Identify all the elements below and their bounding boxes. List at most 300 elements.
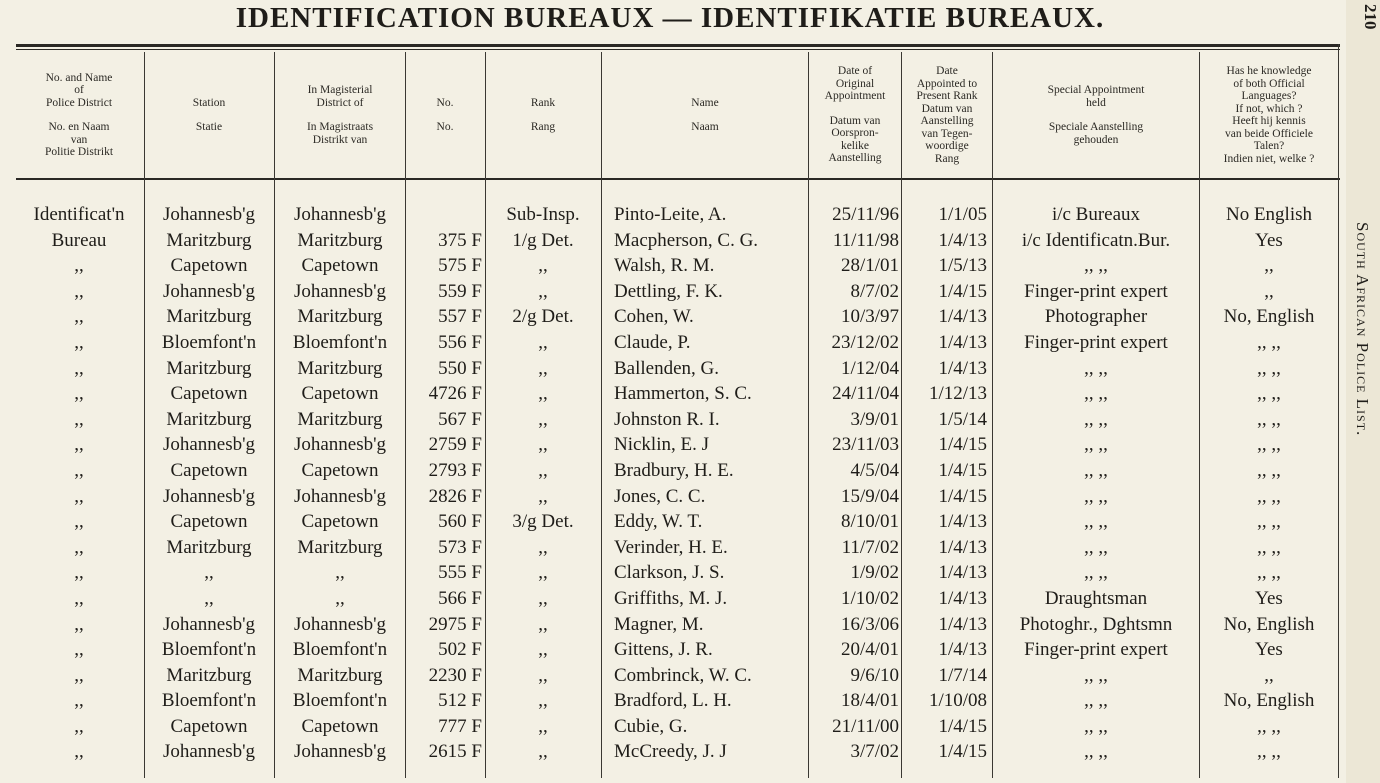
rank-date-cell: 1/7/14: [938, 664, 987, 686]
name-cell: Nicklin, E. J: [614, 434, 709, 456]
station-cell: Capetown: [170, 715, 248, 737]
special-appointment-cell: Photoghr., Dghtsmn: [1019, 613, 1173, 635]
languages-cell: ,, ,,: [1257, 741, 1281, 763]
header-line: of both Official: [1233, 77, 1305, 90]
original-date-cell: 16/3/06: [840, 613, 899, 635]
languages-cell: Yes: [1255, 229, 1283, 251]
district-cell: ,,: [74, 562, 84, 584]
rank-date-cell: 1/4/13: [938, 613, 987, 635]
table-row: [0, 407, 1340, 433]
header-line: Appointed to: [916, 77, 978, 90]
name-cell: Gittens, J. R.: [614, 639, 713, 661]
station-cell: Johannesb'g: [162, 485, 256, 507]
header-line: If not, which ?: [1235, 102, 1303, 115]
number-cell: 557 F: [438, 306, 482, 328]
header-line: Name: [691, 96, 719, 109]
district-cell: ,,: [74, 434, 84, 456]
station-cell: Capetown: [170, 459, 248, 481]
header-line: of: [74, 84, 84, 96]
table-row: [0, 509, 1340, 535]
magistracy-cell: Maritzburg: [297, 229, 383, 251]
magistracy-cell: Johannesb'g: [293, 741, 387, 763]
languages-cell: ,, ,,: [1257, 715, 1281, 737]
column-header: [993, 52, 1199, 178]
station-cell: Capetown: [170, 255, 248, 277]
district-cell: ,,: [74, 511, 84, 533]
header-line: Appointment: [824, 90, 886, 103]
table-row: [0, 202, 1340, 228]
header-line: woordige: [925, 140, 969, 152]
rank-cell: 3/g Det.: [512, 511, 574, 533]
rank-cell: ,,: [538, 613, 548, 635]
magistracy-cell: ,,: [335, 562, 345, 584]
column-header: [903, 52, 991, 178]
rank-date-cell: 1/10/08: [928, 690, 987, 712]
special-appointment-cell: ,, ,,: [1084, 408, 1108, 430]
table-row: [0, 663, 1340, 689]
special-appointment-cell: ,, ,,: [1084, 485, 1108, 507]
station-cell: Johannesb'g: [162, 741, 256, 763]
magistracy-cell: Johannesb'g: [293, 204, 387, 225]
rank-cell: ,,: [538, 331, 548, 353]
column-header: [406, 52, 484, 178]
district-cell: ,,: [74, 715, 84, 737]
rank-date-cell: 1/4/13: [938, 331, 987, 353]
languages-cell: ,, ,,: [1257, 357, 1281, 379]
header-line: Aanstelling: [920, 115, 974, 127]
header-line: Original: [835, 77, 875, 90]
district-cell: ,,: [74, 331, 84, 353]
rank-cell: ,,: [538, 587, 548, 609]
header-line: Oorspron-: [831, 127, 879, 140]
column-header: [810, 52, 900, 178]
languages-cell: No, English: [1223, 613, 1315, 635]
rank-date-cell: 1/4/13: [938, 562, 987, 584]
table-row: [0, 253, 1340, 279]
header-line: Rang: [530, 121, 556, 133]
name-cell: Dettling, F. K.: [614, 280, 723, 302]
table-body: [0, 202, 1340, 765]
magistracy-cell: Maritzburg: [297, 664, 383, 686]
original-date-cell: 24/11/04: [832, 383, 899, 405]
special-appointment-cell: Draughtsman: [1044, 587, 1148, 609]
rank-cell: ,,: [538, 562, 548, 584]
header-line: Present Rank: [916, 90, 978, 102]
number-cell: 777 F: [438, 715, 482, 737]
languages-cell: ,, ,,: [1257, 459, 1281, 481]
original-date-cell: 9/6/10: [850, 664, 899, 686]
number-cell: 560 F: [438, 511, 482, 533]
header-line: Special Appointment: [1047, 84, 1145, 96]
special-appointment-cell: ,, ,,: [1084, 690, 1108, 712]
header-line: No.: [436, 96, 454, 109]
district-cell: ,,: [74, 383, 84, 405]
rank-date-cell: 1/4/13: [938, 357, 987, 379]
original-date-cell: 23/12/02: [831, 331, 899, 353]
station-cell: Bloemfont'n: [161, 690, 257, 712]
magistracy-cell: Johannesb'g: [293, 485, 387, 507]
district-cell: Identificat'n: [33, 204, 125, 225]
name-cell: Jones, C. C.: [614, 485, 706, 507]
header-line: Indien niet, welke ?: [1223, 152, 1315, 165]
special-appointment-cell: ,, ,,: [1084, 383, 1108, 405]
magistracy-cell: Maritzburg: [297, 408, 383, 430]
header-line: Languages?: [1241, 90, 1297, 102]
languages-cell: ,,: [1264, 255, 1274, 277]
magistracy-cell: Capetown: [301, 255, 379, 277]
header-line: Rang: [934, 152, 960, 165]
magistracy-cell: ,,: [335, 587, 345, 609]
magistracy-cell: Capetown: [301, 511, 379, 533]
table-row: [0, 535, 1340, 561]
column-header: [14, 52, 144, 178]
district-cell: ,,: [74, 255, 84, 277]
station-cell: Johannesb'g: [162, 434, 256, 456]
rank-cell: ,,: [538, 690, 548, 712]
languages-cell: No English: [1225, 204, 1313, 225]
special-appointment-cell: Finger-print expert: [1024, 280, 1168, 302]
original-date-cell: 20/4/01: [840, 639, 899, 661]
district-cell: ,,: [74, 306, 84, 328]
station-cell: Capetown: [170, 511, 248, 533]
station-cell: Johannesb'g: [162, 280, 256, 302]
header-line: Datum van: [921, 102, 973, 115]
header-line: Talen?: [1253, 140, 1285, 152]
header-line: held: [1086, 96, 1106, 109]
original-date-cell: 3/9/01: [850, 408, 899, 430]
magistracy-cell: Maritzburg: [297, 536, 383, 558]
district-cell: ,,: [74, 664, 84, 686]
station-cell: ,,: [204, 562, 214, 584]
name-cell: Eddy, W. T.: [614, 511, 703, 533]
name-cell: Pinto-Leite, A.: [614, 204, 727, 225]
running-title: South African Police List.: [1353, 222, 1372, 437]
special-appointment-cell: ,, ,,: [1084, 562, 1108, 584]
special-appointment-cell: ,, ,,: [1084, 511, 1108, 533]
header-rule: [16, 178, 1340, 180]
magistracy-cell: Capetown: [301, 459, 379, 481]
name-cell: McCreedy, J. J: [614, 741, 727, 763]
original-date-cell: 11/11/98: [832, 229, 899, 251]
station-cell: Maritzburg: [166, 408, 252, 430]
name-cell: Magner, M.: [614, 613, 704, 635]
header-line: Date: [936, 65, 958, 77]
languages-cell: ,, ,,: [1257, 562, 1281, 584]
magistracy-cell: Capetown: [301, 715, 379, 737]
name-cell: Verinder, H. E.: [614, 536, 728, 558]
name-cell: Bradford, L. H.: [614, 690, 732, 712]
district-cell: Bureau: [51, 229, 107, 251]
rank-cell: ,,: [538, 639, 548, 661]
station-cell: Maritzburg: [166, 357, 252, 379]
district-cell: ,,: [74, 280, 84, 302]
header-line: Naam: [691, 121, 719, 133]
district-cell: ,,: [74, 613, 84, 635]
original-date-cell: 10/3/97: [840, 306, 899, 328]
rank-date-cell: 1/4/15: [938, 715, 987, 737]
header-line: Speciale Aanstelling: [1048, 121, 1144, 133]
languages-cell: ,, ,,: [1257, 331, 1281, 353]
number-cell: 556 F: [438, 331, 482, 353]
header-line: No. and Name: [45, 71, 113, 84]
district-cell: ,,: [74, 459, 84, 481]
district-cell: ,,: [74, 741, 84, 763]
number-cell: 559 F: [438, 280, 482, 302]
header-line: In Magistraats: [306, 121, 374, 133]
rank-cell: ,,: [538, 280, 548, 302]
header-line: Distrikt van: [312, 133, 368, 146]
magistracy-cell: Capetown: [301, 383, 379, 405]
rank-cell: ,,: [538, 664, 548, 686]
languages-cell: Yes: [1255, 639, 1283, 661]
number-cell: 573 F: [438, 536, 482, 558]
name-cell: Bradbury, H. E.: [614, 459, 734, 481]
name-cell: Hammerton, S. C.: [614, 383, 752, 405]
special-appointment-cell: i/c Identificatn.Bur.: [1021, 229, 1171, 251]
special-appointment-cell: ,, ,,: [1084, 255, 1108, 277]
station-cell: Bloemfont'n: [161, 331, 257, 353]
name-cell: Griffiths, M. J.: [614, 587, 728, 609]
rank-date-cell: 1/5/13: [938, 255, 987, 277]
header-line: District of: [316, 96, 364, 109]
station-cell: ,,: [204, 587, 214, 609]
name-cell: Clarkson, J. S.: [614, 562, 725, 584]
special-appointment-cell: ,, ,,: [1084, 715, 1108, 737]
rank-date-cell: 1/4/13: [938, 639, 987, 661]
original-date-cell: 28/1/01: [840, 255, 899, 277]
name-cell: Combrinck, W. C.: [614, 664, 752, 686]
station-cell: Maritzburg: [166, 536, 252, 558]
special-appointment-cell: ,, ,,: [1084, 357, 1108, 379]
number-cell: 4726 F: [428, 383, 482, 405]
column-header: [603, 52, 807, 178]
rank-cell: Sub-Insp.: [506, 204, 580, 225]
magistracy-cell: Bloemfont'n: [292, 690, 388, 712]
table-row: [0, 356, 1340, 382]
header-line: Aanstelling: [828, 152, 882, 165]
column-header: [1201, 52, 1337, 178]
rank-cell: ,,: [538, 434, 548, 456]
rank-date-cell: 1/4/15: [938, 485, 987, 507]
number-cell: 567 F: [438, 408, 482, 430]
district-cell: ,,: [74, 408, 84, 430]
special-appointment-cell: Finger-print expert: [1024, 331, 1168, 353]
header-line: Date of: [837, 65, 873, 78]
original-date-cell: 3/7/02: [850, 741, 899, 763]
languages-cell: No, English: [1223, 306, 1315, 328]
rank-date-cell: 1/12/13: [928, 383, 987, 405]
rank-cell: 1/g Det.: [512, 229, 574, 251]
original-date-cell: 4/5/04: [850, 459, 899, 481]
rank-date-cell: 1/4/13: [938, 536, 987, 558]
station-cell: Maritzburg: [166, 229, 252, 251]
header-line: Statie: [195, 121, 223, 133]
rank-date-cell: 1/5/14: [938, 408, 987, 430]
number-cell: 502 F: [438, 639, 482, 661]
header-line: In Magisterial: [307, 84, 373, 96]
header-line: Politie Distrikt: [44, 146, 114, 158]
table-row: [0, 484, 1340, 510]
rank-cell: ,,: [538, 357, 548, 379]
page-title: IDENTIFICATION BUREAUX — IDENTIFIKATIE BUREAUX.: [235, 2, 1105, 34]
table-row: [0, 432, 1340, 458]
table-row: [0, 330, 1340, 356]
number-cell: 2615 F: [428, 741, 482, 763]
original-date-cell: 18/4/01: [840, 690, 899, 712]
column-header: [487, 52, 599, 178]
rank-cell: ,,: [538, 383, 548, 405]
special-appointment-cell: ,, ,,: [1084, 741, 1108, 763]
name-cell: Walsh, R. M.: [614, 255, 715, 277]
rank-date-cell: 1/4/15: [938, 280, 987, 302]
magistracy-cell: Johannesb'g: [293, 613, 387, 635]
original-date-cell: 15/9/04: [840, 485, 899, 507]
name-cell: Johnston R. I.: [614, 408, 720, 430]
district-cell: ,,: [74, 587, 84, 609]
table-row: [0, 637, 1340, 663]
rank-cell: ,,: [538, 408, 548, 430]
name-cell: Cohen, W.: [614, 306, 694, 328]
magistracy-cell: Maritzburg: [297, 306, 383, 328]
languages-cell: ,, ,,: [1257, 408, 1281, 430]
header-line: Datum van: [829, 114, 881, 127]
station-cell: Johannesb'g: [162, 204, 256, 225]
station-cell: Johannesb'g: [162, 613, 256, 635]
rank-date-cell: 1/4/13: [938, 229, 987, 251]
original-date-cell: 11/7/02: [841, 536, 899, 558]
header-line: kelike: [840, 139, 870, 152]
special-appointment-cell: Finger-print expert: [1024, 639, 1168, 661]
original-date-cell: 25/11/96: [832, 204, 899, 225]
original-date-cell: 8/7/02: [850, 280, 899, 302]
header-line: Heeft hij kennis: [1232, 115, 1306, 127]
header-line: Station: [192, 96, 226, 109]
rank-date-cell: 1/4/13: [938, 587, 987, 609]
rank-date-cell: 1/4/15: [938, 741, 987, 763]
special-appointment-cell: i/c Bureaux: [1051, 204, 1141, 225]
rank-cell: ,,: [538, 741, 548, 763]
rank-date-cell: 1/4/15: [938, 434, 987, 456]
header-line: van beide Officiele: [1225, 127, 1313, 140]
languages-cell: ,, ,,: [1257, 383, 1281, 405]
name-cell: Cubie, G.: [614, 715, 688, 737]
district-cell: ,,: [74, 357, 84, 379]
original-date-cell: 1/10/02: [840, 587, 899, 609]
number-cell: 566 F: [438, 587, 482, 609]
name-cell: Claude, P.: [614, 331, 691, 353]
rank-cell: ,,: [538, 485, 548, 507]
number-cell: 2230 F: [428, 664, 482, 686]
number-cell: 2826 F: [428, 485, 482, 507]
magistracy-cell: Johannesb'g: [293, 280, 387, 302]
number-cell: 2975 F: [428, 613, 482, 635]
table-row: [0, 458, 1340, 484]
number-cell: 550 F: [438, 357, 482, 379]
table-row: [0, 612, 1340, 638]
languages-cell: ,, ,,: [1257, 536, 1281, 558]
special-appointment-cell: ,, ,,: [1084, 459, 1108, 481]
rank-cell: ,,: [538, 715, 548, 737]
column-header: [146, 52, 272, 178]
magistracy-cell: Johannesb'g: [293, 434, 387, 456]
header-line: van Tegen-: [921, 127, 973, 140]
magistracy-cell: Bloemfont'n: [292, 331, 388, 353]
district-cell: ,,: [74, 639, 84, 661]
name-cell: Macpherson, C. G.: [614, 229, 759, 251]
table-row: [0, 714, 1340, 740]
number-cell: 575 F: [438, 255, 482, 277]
header-line: Police District: [45, 96, 113, 109]
header-line: Rank: [530, 96, 556, 109]
rank-cell: ,,: [538, 459, 548, 481]
header-line: No.: [436, 121, 454, 133]
languages-cell: ,, ,,: [1257, 485, 1281, 507]
header-line: No. en Naam: [48, 121, 110, 133]
table-row: [0, 279, 1340, 305]
district-cell: ,,: [74, 536, 84, 558]
district-cell: ,,: [74, 690, 84, 712]
header-line: van: [70, 133, 88, 146]
languages-cell: ,,: [1264, 664, 1274, 686]
original-date-cell: 23/11/03: [832, 434, 899, 456]
special-appointment-cell: ,, ,,: [1084, 434, 1108, 456]
languages-cell: ,, ,,: [1257, 434, 1281, 456]
languages-cell: Yes: [1255, 587, 1283, 609]
original-date-cell: 8/10/01: [840, 511, 899, 533]
original-date-cell: 1/12/04: [840, 357, 899, 379]
station-cell: Maritzburg: [166, 306, 252, 328]
header-line: Has he knowledge: [1226, 65, 1312, 77]
table-row: [0, 688, 1340, 714]
station-cell: Maritzburg: [166, 664, 252, 686]
table-row: [0, 228, 1340, 254]
column-header: [276, 52, 404, 178]
district-cell: ,,: [74, 485, 84, 507]
number-cell: 2759 F: [428, 434, 482, 456]
languages-cell: ,,: [1264, 280, 1274, 302]
station-cell: Capetown: [170, 383, 248, 405]
number-cell: 375 F: [438, 229, 482, 251]
rank-cell: ,,: [538, 536, 548, 558]
original-date-cell: 21/11/00: [832, 715, 899, 737]
rank-date-cell: 1/1/05: [938, 204, 987, 225]
original-date-cell: 1/9/02: [850, 562, 899, 584]
languages-cell: No, English: [1223, 690, 1315, 712]
number-cell: 555 F: [438, 562, 482, 584]
rank-cell: ,,: [538, 255, 548, 277]
table-row: [0, 560, 1340, 586]
table-row: [0, 381, 1340, 407]
special-appointment-cell: Photographer: [1044, 306, 1148, 328]
station-cell: Bloemfont'n: [161, 639, 257, 661]
rank-cell: 2/g Det.: [512, 306, 574, 328]
languages-cell: ,, ,,: [1257, 511, 1281, 533]
table-row: [0, 304, 1340, 330]
magistracy-cell: Maritzburg: [297, 357, 383, 379]
top-rule-thin: [16, 49, 1340, 50]
top-rule: [16, 44, 1340, 47]
rank-date-cell: 1/4/15: [938, 459, 987, 481]
page-number: 210: [1361, 4, 1380, 30]
table-row: [0, 739, 1340, 765]
rank-date-cell: 1/4/13: [938, 306, 987, 328]
table-row: [0, 586, 1340, 612]
name-cell: Ballenden, G.: [614, 357, 720, 379]
rank-date-cell: 1/4/13: [938, 511, 987, 533]
number-cell: 2793 F: [428, 459, 482, 481]
special-appointment-cell: ,, ,,: [1084, 536, 1108, 558]
special-appointment-cell: ,, ,,: [1084, 664, 1108, 686]
